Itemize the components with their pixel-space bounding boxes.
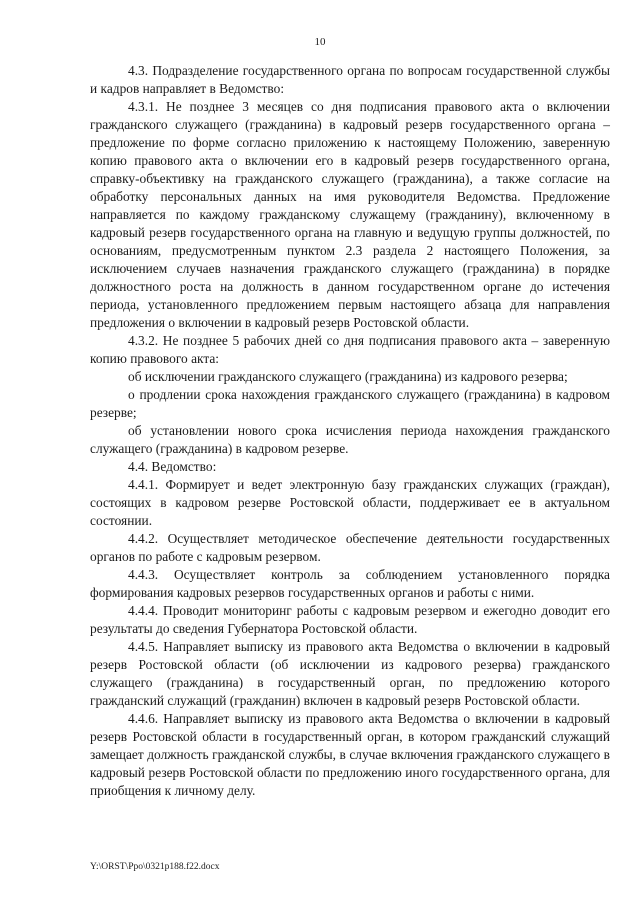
paragraph-4-3-1: 4.3.1. Не позднее 3 месяцев со дня подписания правового акта о включении гражданского служащего (гражданина) в кадровый резерв государственного органа – предложение по форме согласно приложению к настоящему Положению, заверенную копию правового акта о включении его в кадровый резерв государственного органа, справку-объективку на гражданского служащего (гражданина), а также согласие на обработку персональных данных на имя руководителя Ведомства. Предложение направляется по каждому гражданскому служащему (гражданину), включенному в кадровый резерв государственного органа на главную и ведущую группы должностей, по основаниям, предусмотренным пунктом 2.3 раздела 2 настоящего Положения, за исключением случаев назначения гражданского служащего (гражданина) в порядке должностного роста на должность в данном государственном органе до истечения периода, установленного предложением первым настоящего абзаца для направления предложения о включении в кадровый резерв Ростовской области. <box>90 99 610 330</box>
document-body <box>90 62 610 800</box>
footer-file-path: Y:\ORST\Ppo\0321p188.f22.docx <box>90 862 220 872</box>
paragraph-4-4-6: 4.4.6. Направляет выписку из правового акта Ведомства о включении в кадровый резерв Ростовской области в государственный орган, в котором гражданский служащий замещает должность гражданской службы, в случае включения гражданского служащего в кадровый резерв Ростовской области по предложению иного государственного органа, для приобщения к личному делу. <box>90 711 610 798</box>
paragraph-4-3: 4.3. Подразделение государственного органа по вопросам государственной службы и кадров направляет в Ведомство: <box>90 63 610 96</box>
paragraph-exclusion: об исключении гражданского служащего (гражданина) из кадрового резерва; <box>128 369 568 384</box>
paragraph-4-4-5: 4.4.5. Направляет выписку из правового акта Ведомства о включении в кадровый резерв Ростовской области (об исключении из кадрового резерва) гражданского служащего (гражданина) в государственный орган, по предложению которого гражданский служащий (гражданин) включен в кадровый резерв Ростовской области. <box>90 639 610 708</box>
paragraph-extension: о продлении срока нахождения гражданского служащего (гражданина) в кадровом резерве; <box>90 387 610 420</box>
paragraph-4-4-1: 4.4.1. Формирует и ведет электронную базу гражданских служащих (граждан), состоящих в кадровом резерве Ростовской области, поддерживает ее в актуальном состоянии. <box>90 477 610 528</box>
page-number: 10 <box>314 36 326 48</box>
paragraph-4-4-3: 4.4.3. Осуществляет контроль за соблюдением установленного порядка формирования кадровых резервов государственных органов и работы с ними. <box>90 567 610 600</box>
paragraph-4-4-2: 4.4.2. Осуществляет методическое обеспечение деятельности государственных органов по работе с кадровым резервом. <box>90 531 610 564</box>
paragraph-new-period: об установлении нового срока исчисления периода нахождения гражданского служащего (гражданина) в кадровом резерве. <box>90 423 610 456</box>
paragraph-4-4-4: 4.4.4. Проводит мониторинг работы с кадровым резервом и ежегодно доводит его результаты до сведения Губернатора Ростовской области. <box>90 603 610 636</box>
paragraph-4-3-2: 4.3.2. Не позднее 5 рабочих дней со дня подписания правового акта – заверенную копию правового акта: <box>90 333 610 366</box>
paragraph-4-4: 4.4. Ведомство: <box>128 459 217 474</box>
